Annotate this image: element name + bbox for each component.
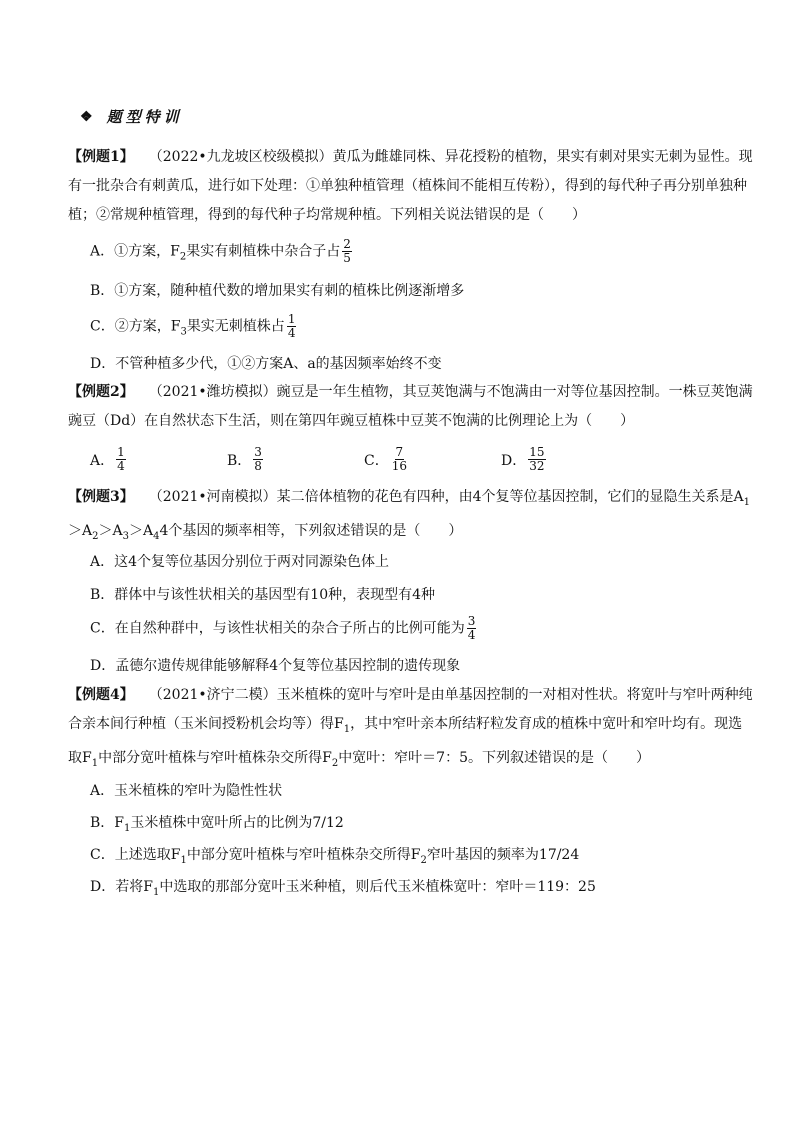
question-2-option-a: A． $\frac{1}{4}$ [90, 445, 125, 473]
question-2-option-d: D． $\frac{15}{32}$ [501, 445, 545, 473]
question-3-option-c: C．在自然种群中，与该性状相关的杂合子所占的比例可能为 $\frac{3}{4}$ [90, 614, 476, 642]
question-3-option-a: A．这4个复等位基因分别位于两对同源染色体上 [90, 554, 390, 570]
question-3: 【例题3】 （2021•河南模拟）某二倍体植物的花色有四种，由4个复等位基因控制，它们的显隐生关系是$A_1>A_2>A_3>A_44$个基因的频率相等，下列叙述错误的是（ ） [68, 489, 751, 542]
question-3-tag: 【例题3】 [68, 489, 134, 505]
question-2-options [90, 446, 638, 473]
fraction: $\frac{1}{4}$ [287, 312, 296, 340]
question-4-option-c: C．上述选取$F_1$中部分宽叶植株与窄叶植株杂交所得$F_2$窄叶基因的频率为17/24 [90, 847, 580, 866]
question-2-stem: （2021•潍坊模拟）豌豆是一年生植物，其豆荚饱满与不饱满由一对等位基因控制。一株豆荚饱满豌豆（Dd）在自然状态下生活，则在第四年豌豆植株中豆荚不饱满的比例理论上为（ ） [68, 384, 753, 429]
question-3-option-d: D．孟德尔遗传规律能够解释4个复等位基因控制的遗传现象 [90, 658, 461, 674]
section-heading-text: 题型特训 [106, 108, 183, 126]
question-1-option-b: B．①方案，随种植代数的增加果实有刺的植株比例逐渐增多 [90, 283, 465, 299]
question-2-tag: 【例题2】 [68, 384, 134, 400]
section-heading [80, 106, 183, 127]
fraction: $\frac{2}{5}$ [343, 237, 351, 265]
question-1 [68, 143, 756, 230]
question-1-option-c: C．②方案，$F_3$果实无刺植株占 $\frac{1}{4}$ [90, 312, 296, 340]
question-1-stem: （2022•九龙坡区校级模拟）黄瓜为雌雄同株、异花授粉的植物，果实有刺对果实无刺为显性。现有一批杂合有刺黄瓜，进行如下处理：①单独种植管理（植株间不能相互传粉），得到的每代种子再分别单独种植；②常规种植管理，得到的每代种子均常规种植。下列相关说法错误的是（ ） [68, 149, 753, 223]
question-1-option-a: A．①方案，$F_2$果实有刺植株中杂合子占 $\frac{2}{5}$ [90, 237, 351, 265]
question-2-option-c: C． $\frac{7}{16}$ [364, 445, 407, 473]
question-2-option-b: B． $\frac{3}{8}$ [227, 445, 262, 473]
question-3-option-b: B．群体中与该性状相关的基因型有10种，表现型有4种 [90, 587, 436, 603]
question-4-option-b: B．$F_1$玉米植株中宽叶所占的比例为7/12 [90, 815, 344, 834]
question-4: 【例题4】 （2021•济宁二模）玉米植株的宽叶与窄叶是由单基因控制的一对相对性状。将宽叶与窄叶两种纯合亲本间行种植（玉米间授粉机会均等）得$F_1$，其中窄叶亲本所结籽粒发育成的植株中宽叶和窄叶均有。现选取$F_1$中部分宽叶植株与窄叶植株杂交所得$F_2$中宽叶：窄叶＝7：5。下列叙述错误的是（ ） [68, 687, 753, 769]
question-4-option-a: A．玉米植株的窄叶为隐性性状 [90, 783, 283, 799]
question-1-option-d: D．不管种植多少代，①②方案A、a的基因频率始终不变 [90, 356, 442, 372]
diamond-bullet-icon: ❖ [80, 108, 93, 125]
fraction: $\frac{3}{4}$ [467, 614, 476, 642]
question-4-tag: 【例题4】 [68, 687, 134, 703]
question-1-tag: 【例题1】 [68, 149, 134, 165]
question-4-option-d: D．若将$F_1$中选取的那部分宽叶玉米种植，则后代玉米植株宽叶：窄叶＝119：25 [90, 879, 596, 898]
question-2 [68, 378, 756, 436]
